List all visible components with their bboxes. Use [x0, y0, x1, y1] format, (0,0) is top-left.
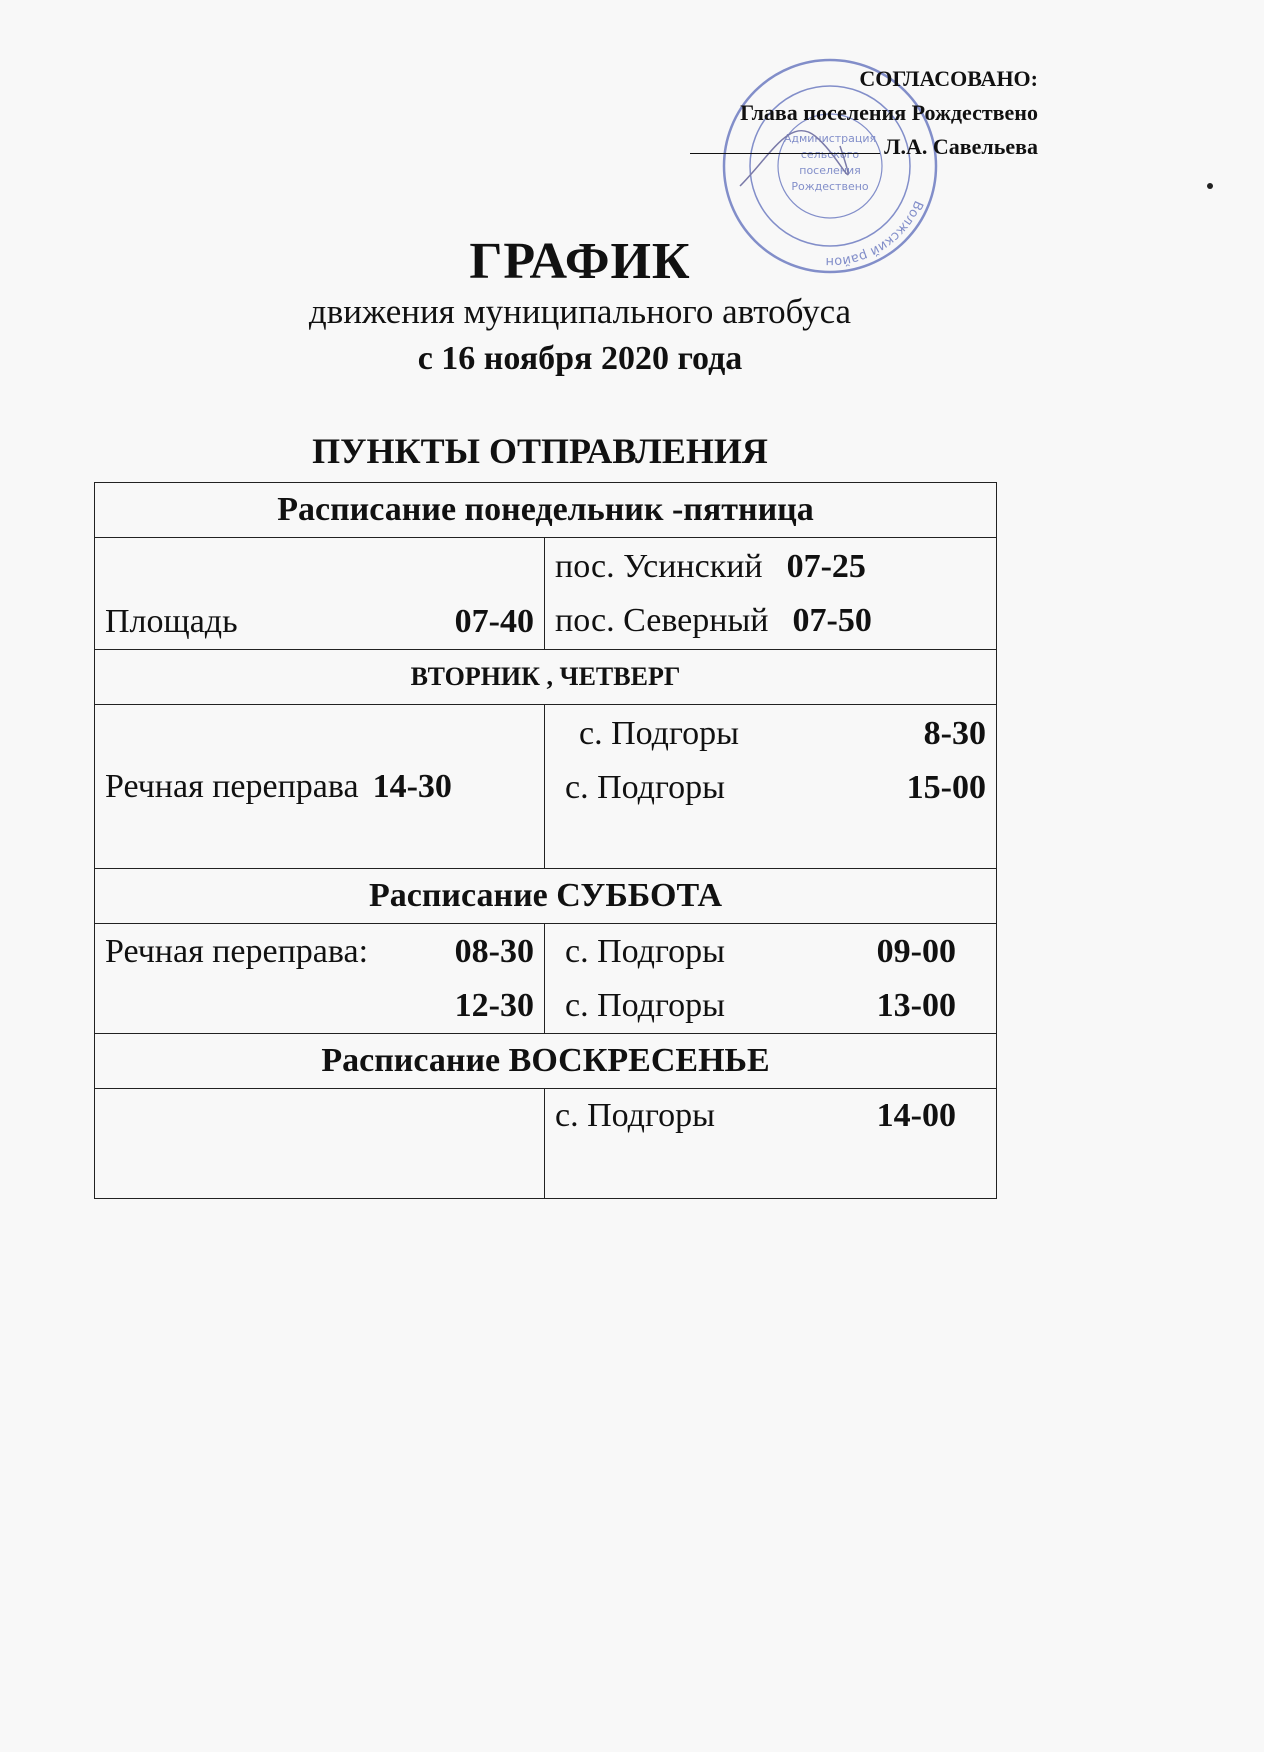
- departure-time: 8-30: [923, 715, 986, 752]
- departure-time: 07-40: [454, 603, 534, 640]
- approval-signature-line: [690, 130, 1038, 164]
- table-row: [95, 1034, 997, 1089]
- departure-time: 12-30: [454, 986, 534, 1024]
- list-item: [105, 760, 534, 814]
- list-item: [565, 761, 986, 815]
- sunday-left-cell: [95, 1089, 545, 1199]
- table-row: [95, 924, 997, 1034]
- list-item: [555, 594, 986, 648]
- list-item: [105, 925, 534, 979]
- departure-time: 08-30: [454, 932, 534, 970]
- schedule-table: [94, 482, 997, 1199]
- document-title: ГРАФИК: [469, 233, 691, 290]
- approval-position: Глава поселения Рождествено: [740, 100, 1038, 125]
- effective-date: с 16 ноября 2020 года: [417, 340, 743, 377]
- list-item: [565, 925, 956, 979]
- list-item: [565, 707, 986, 761]
- stop-name: с. Подгоры: [565, 932, 725, 970]
- stop-name: с. Подгоры: [565, 986, 725, 1024]
- list-item: [565, 979, 956, 1033]
- list-item: [105, 979, 534, 1033]
- table-row: [95, 538, 997, 650]
- stop-name: с. Подгоры: [579, 715, 739, 752]
- stop-name: Речная переправа: [105, 767, 359, 805]
- tue-thu-right-cell: [545, 705, 997, 869]
- departure-time: 14-00: [876, 1097, 956, 1134]
- tue-thu-left-cell: [95, 705, 545, 869]
- stamp-line-4: Рождествено: [791, 180, 869, 193]
- saturday-heading: Расписание СУББОТА: [95, 869, 997, 924]
- departure-time: 13-00: [876, 986, 956, 1024]
- weekdays-left-cell: [95, 538, 545, 650]
- stamp-line-1: Администрация: [783, 132, 877, 145]
- departure-time: 09-00: [876, 932, 956, 970]
- stop-name: с. Подгоры: [565, 769, 725, 806]
- stamp-line-3: поселения: [799, 164, 861, 177]
- section-heading: ПУНКТЫ ОТПРАВЛЕНИЯ: [312, 431, 768, 471]
- signature-blank: [690, 131, 880, 154]
- stop-name: пос. Усинский: [555, 547, 763, 585]
- table-row: [95, 869, 997, 924]
- sunday-right-cell: [545, 1089, 997, 1199]
- approval-block: [690, 62, 1038, 164]
- departure-time: 07-50: [792, 601, 872, 639]
- saturday-right-cell: [545, 924, 997, 1034]
- document-subtitle: движения муниципального автобуса: [308, 292, 852, 331]
- table-row: [95, 705, 997, 869]
- departure-time: 07-25: [786, 547, 866, 585]
- table-row: [95, 650, 997, 705]
- stop-name: с. Подгоры: [555, 1097, 715, 1134]
- table-row: [95, 483, 997, 538]
- weekdays-right-cell: [545, 538, 997, 650]
- list-item: [105, 595, 534, 649]
- stop-name: Речная переправа:: [105, 932, 369, 970]
- list-item: [555, 1089, 956, 1143]
- sunday-heading: Расписание ВОСКРЕСЕНЬЕ: [95, 1034, 997, 1089]
- saturday-left-cell: [95, 924, 545, 1034]
- stamp-line-2: сельского: [800, 148, 860, 161]
- weekdays-heading: Расписание понедельник -пятница: [95, 483, 997, 538]
- stop-name: пос. Северный: [555, 601, 769, 639]
- tue-thu-heading: ВТОРНИК , ЧЕТВЕРГ: [95, 650, 997, 705]
- stop-name: Площадь: [105, 603, 238, 640]
- departure-time: 15-00: [906, 769, 986, 806]
- list-item: [555, 540, 986, 594]
- table-row: [95, 1089, 997, 1199]
- approval-name: Л.А. Савельева: [884, 134, 1038, 159]
- stamp-outer-text: Волжский район: [825, 198, 926, 270]
- page-dot: [1207, 183, 1213, 189]
- departure-time: 14-30: [372, 767, 452, 805]
- approval-heading: СОГЛАСОВАНО:: [859, 66, 1038, 91]
